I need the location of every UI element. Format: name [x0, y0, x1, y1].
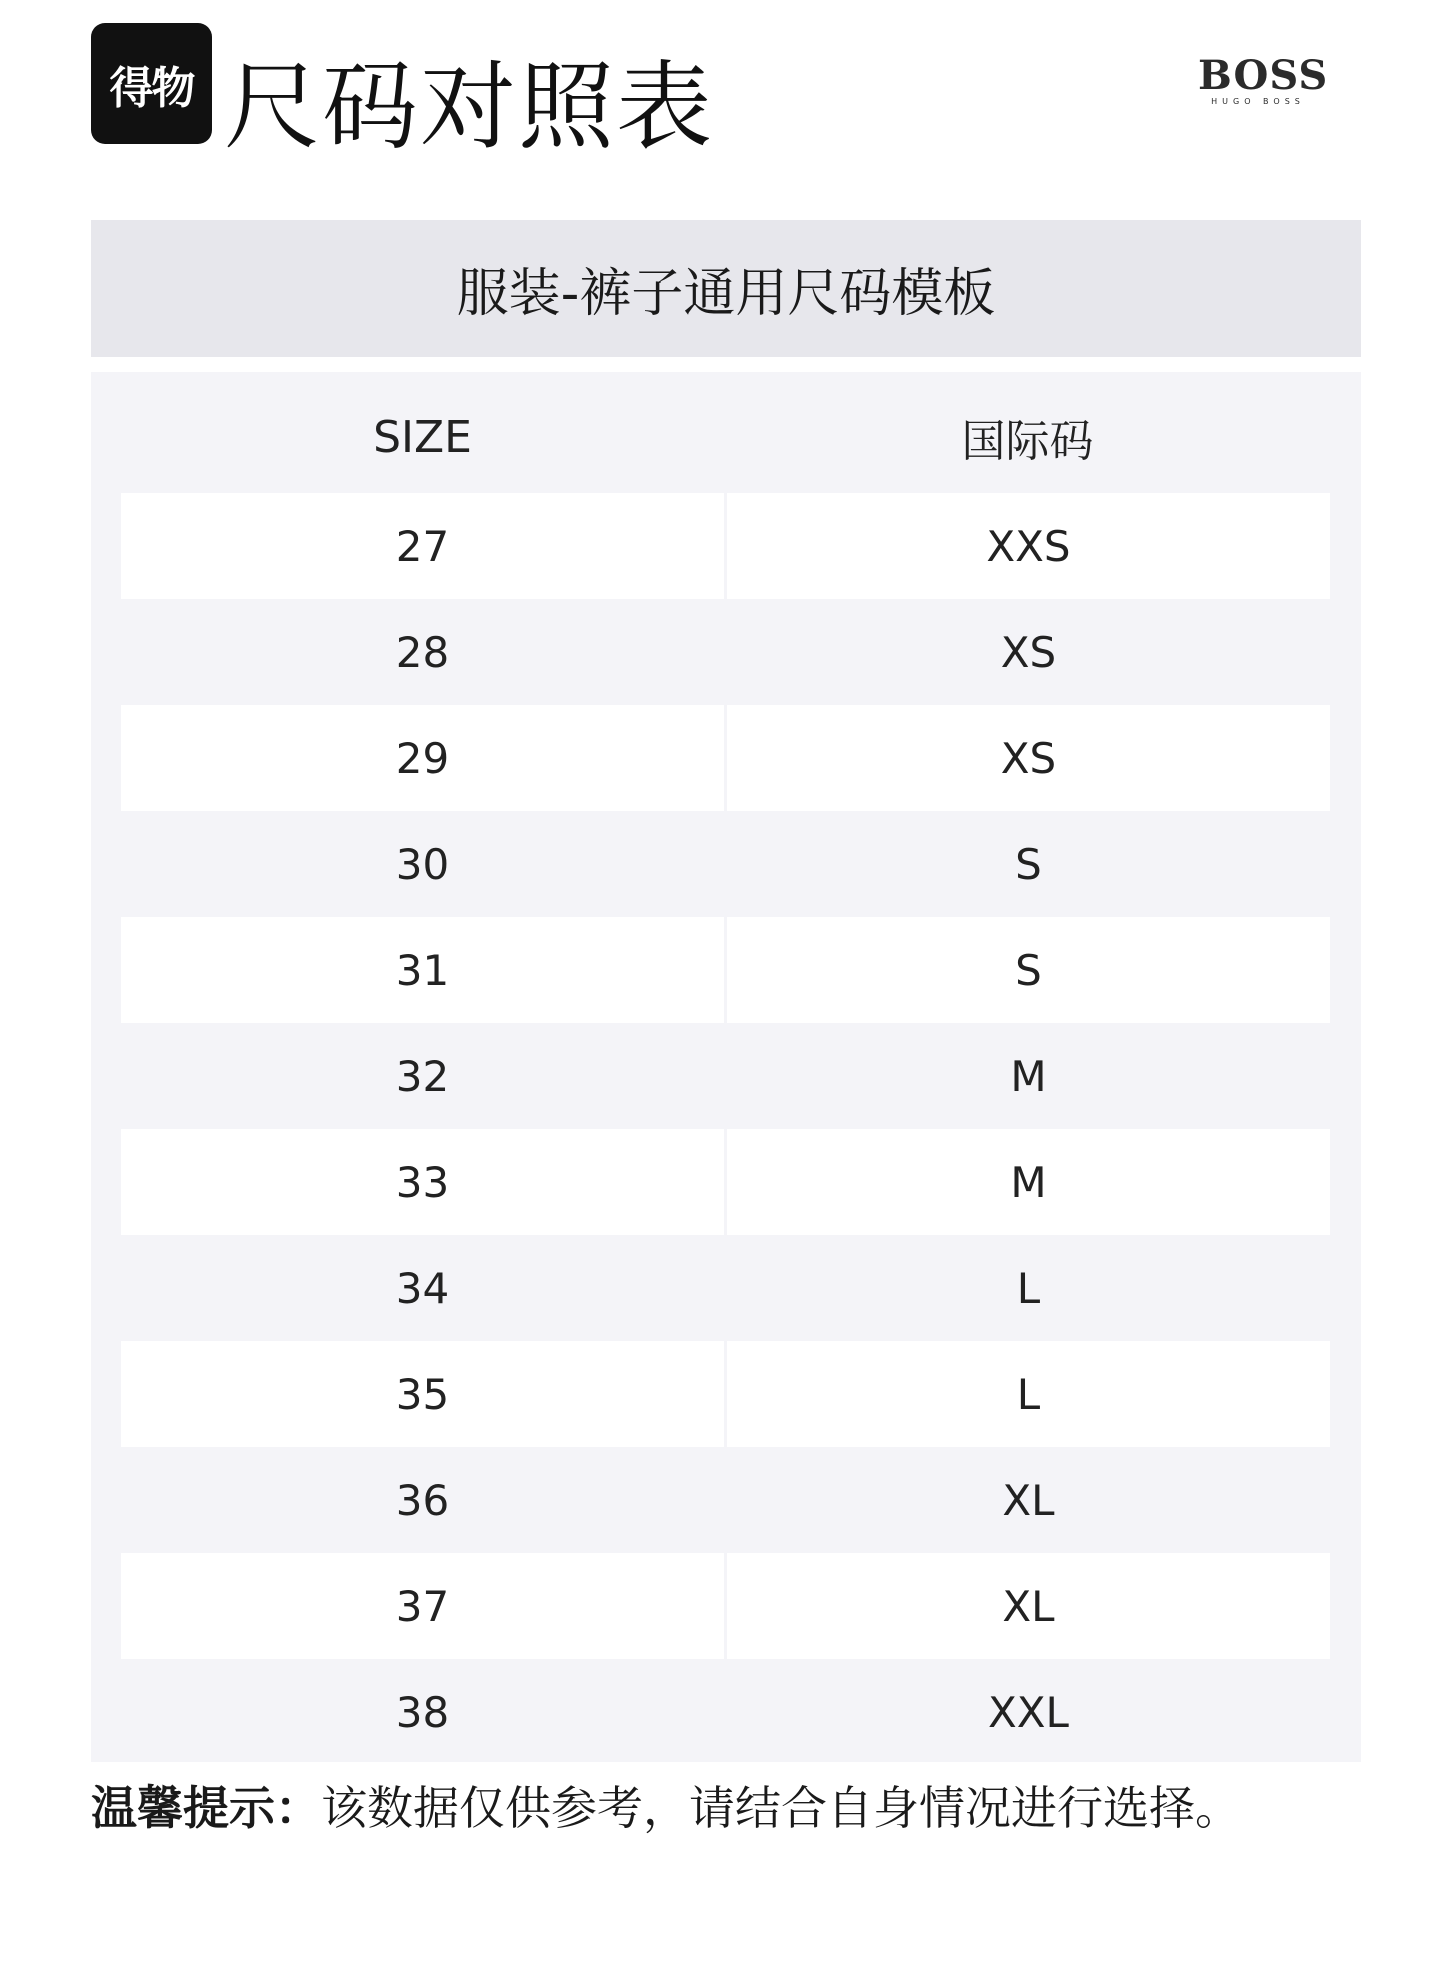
size-table	[91, 372, 1361, 1762]
table-row	[121, 1235, 1330, 1341]
intl-size-cell: XXS	[727, 493, 1330, 599]
size-cell: 35	[121, 1341, 724, 1447]
intl-size-cell: L	[727, 1341, 1330, 1447]
intl-size-cell: M	[1010, 1051, 1047, 1101]
table-row	[121, 811, 1330, 917]
page-title: 尺码对照表	[224, 51, 714, 163]
table-row	[121, 1129, 1330, 1235]
app-logo	[91, 23, 212, 144]
footnote-label: 温馨提示：	[91, 1781, 321, 1835]
brand-logo-sub: HUGO BOSS	[1211, 97, 1305, 106]
intl-size-cell: XS	[727, 705, 1330, 811]
column-header-intl: 国际码	[961, 416, 1094, 467]
size-cell: 38	[395, 1687, 450, 1737]
intl-size-cell: M	[727, 1129, 1330, 1235]
footnote-text: 该数据仅供参考，请结合自身情况进行选择。	[321, 1781, 1241, 1835]
size-cell: 37	[121, 1553, 724, 1659]
size-cell: 29	[121, 705, 724, 811]
table-row	[121, 1659, 1330, 1765]
table-row	[121, 493, 1330, 599]
size-cell: 28	[395, 627, 450, 677]
column-header-size: SIZE	[373, 411, 472, 463]
table-row	[121, 917, 1330, 1023]
size-cell: 34	[395, 1263, 450, 1313]
table-row	[121, 1447, 1330, 1553]
footnote	[91, 1778, 1241, 1838]
table-row	[121, 1341, 1330, 1447]
table-row	[121, 705, 1330, 811]
size-cell: 30	[395, 839, 450, 889]
intl-size-cell: XL	[1002, 1475, 1055, 1525]
table-caption: 服装-裤子通用尺码模板	[91, 220, 1361, 357]
size-cell: 31	[121, 917, 724, 1023]
size-cell: 32	[395, 1051, 450, 1101]
intl-size-cell: S	[1015, 839, 1042, 889]
table-row	[121, 1553, 1330, 1659]
size-cell: 33	[121, 1129, 724, 1235]
intl-size-cell: S	[727, 917, 1330, 1023]
intl-size-cell: XXL	[988, 1687, 1069, 1737]
brand-logo-main: BOSS	[1198, 52, 1329, 99]
app-logo-text: 得物	[109, 62, 194, 114]
table-row	[121, 1023, 1330, 1129]
brand-logo	[1198, 52, 1329, 107]
size-cell: 36	[395, 1475, 450, 1525]
intl-size-cell: XS	[1000, 627, 1057, 677]
table-row	[121, 599, 1330, 705]
size-cell: 27	[121, 493, 724, 599]
intl-size-cell: XL	[727, 1553, 1330, 1659]
page-header	[0, 0, 1440, 200]
intl-size-cell: L	[1016, 1263, 1041, 1313]
table-rows	[121, 493, 1330, 1765]
